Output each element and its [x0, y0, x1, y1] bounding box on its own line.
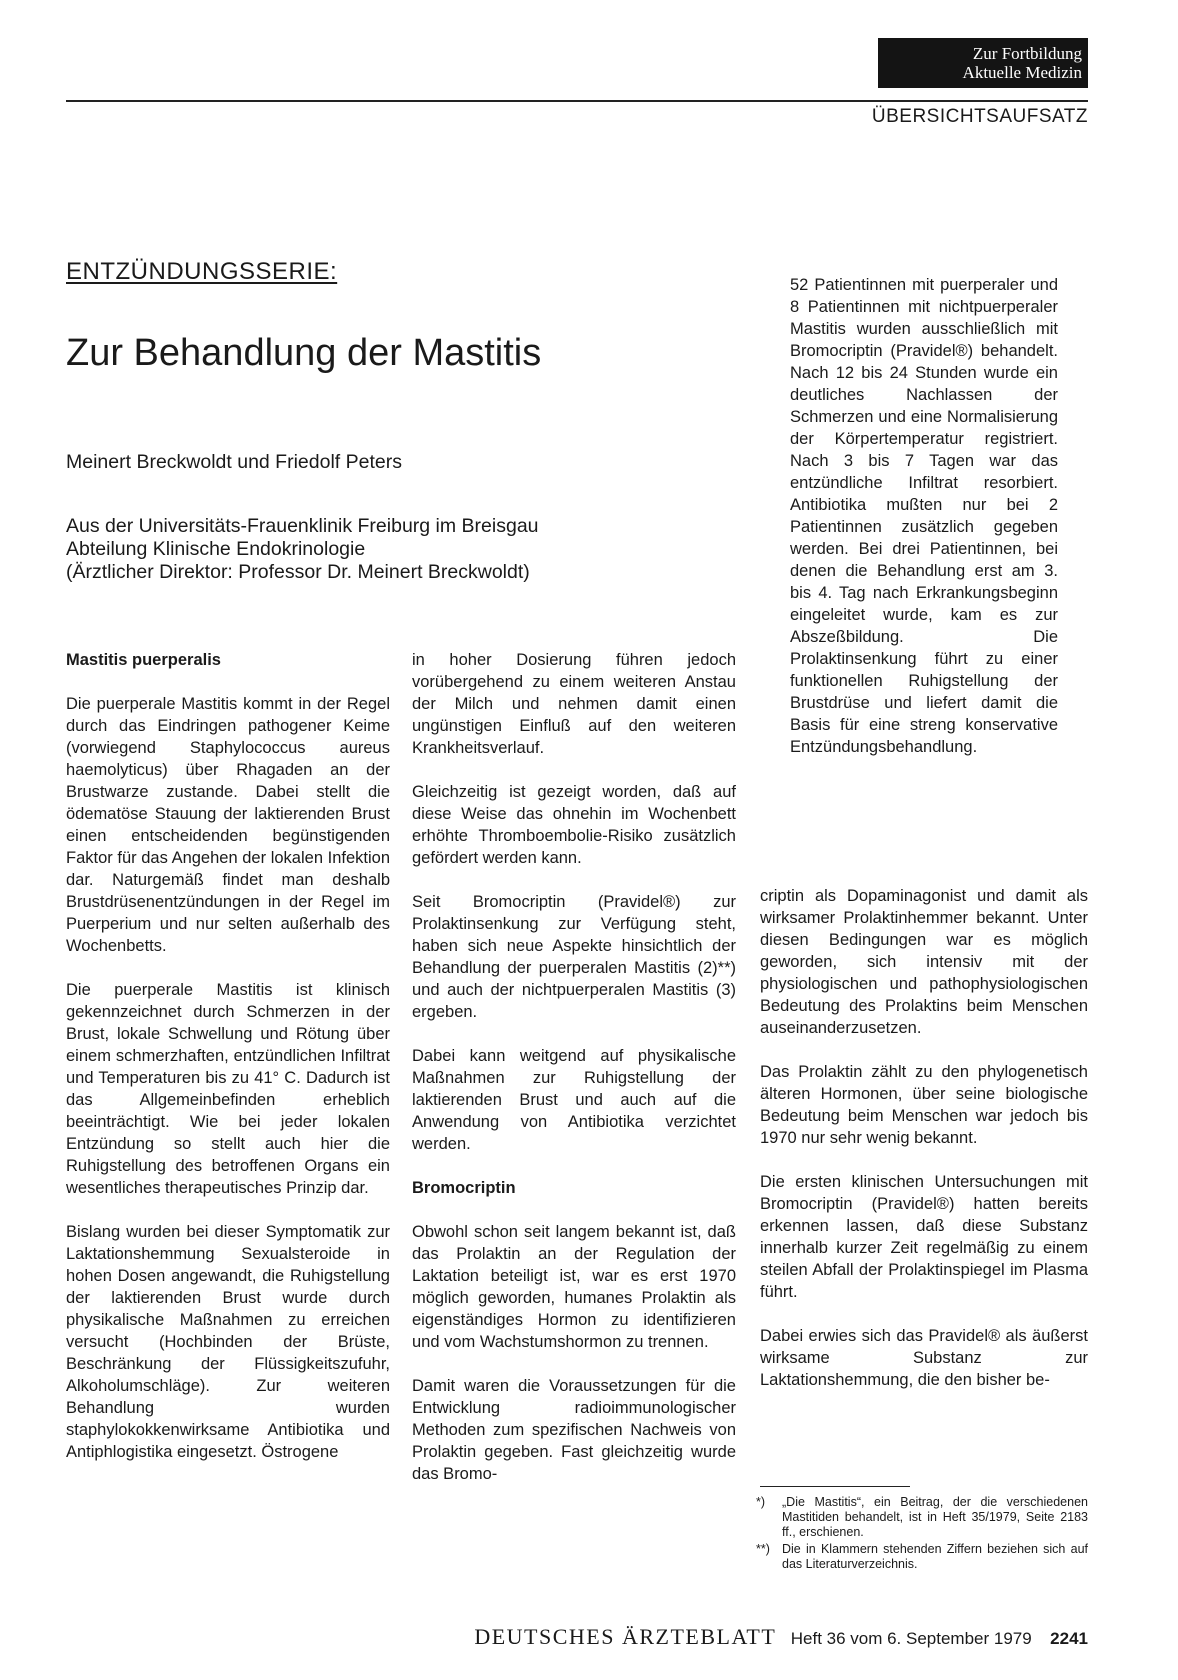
footnote [756, 1542, 1088, 1572]
paragraph: Damit waren die Voraussetzungen für die Entwicklung radioimmunologischer Methoden zum spezifischen Nachweis von Prolaktin gegeben. Fast gleichzeitig wurde das Bromo- [412, 1377, 736, 1483]
paragraph: Dabei erwies sich das Pravidel® als äußerst wirksame Substanz zur Laktationshemmung, die den bisher be- [760, 1327, 1088, 1389]
paragraph: criptin als Dopaminagonist und damit als wirksamer Prolaktinhemmer bekannt. Unter diesen Bedingungen war es möglich geworden, sich intensiv mit der physiologischen und pathophysiologischen Bedeutung des Prolaktins beim Menschen auseinanderzusetzen. [760, 887, 1088, 1037]
section-heading: Mastitis puerperalis [66, 651, 221, 669]
paragraph: Gleichzeitig ist gezeigt worden, daß auf diese Weise das ohnehin im Wochenbett erhöhte Thromboemboliе-Risiko zusätzlich gefördert werden kann. [412, 783, 736, 867]
header-rule [66, 100, 1088, 102]
paragraph: Obwohl schon seit langem bekannt ist, daß das Prolaktin an der Regulation der Laktation beteiligt ist, war es erst 1970 möglich geworden, humanes Prolaktin als eigenständiges Hormon zu identifizieren und vom Wachstumshormon zu trennen. [412, 1223, 736, 1351]
affiliation-line: Abteilung Klinische Endokrinologie [66, 538, 366, 560]
page-footer [400, 1624, 1088, 1650]
paragraph: Das Prolaktin zählt zu den phylogenetisch älteren Hormonen, über seine biologische Bedeutung beim Menschen war jedoch bis 1970 nur sehr wenig bekannt. [760, 1063, 1088, 1147]
paragraph: Die puerperale Mastitis ist klinisch gekennzeichnet durch Schmerzen in der Brust, lokale Schwellung und Rötung über einem schmerzhaften, entzündlichen Infiltrat und Temperaturen bis zu 41° C. Dadurch ist das Allgemeinbefinden erheblich beeinträchtigt. Wie bei jeder lokalen Entzündung so stellt auch hier die Ruhigstellung des betroffenen Organs ein wesentliches therapeutisches Prinzip dar. [66, 981, 390, 1197]
paragraph: 52 Patientinnen mit puerperaler und 8 Patientinnen mit nichtpuerperaler Mastitis wurden ausschließlich mit Bromocriptin (Pravidel®) behandelt. Nach 12 bis 24 Stunden wurde ein deutliches Nachlassen der Schmerzen und eine Normalisierung der Körpertemperatur registriert. Nach 3 bis 7 Tagen war das entzündliche Infiltrat resorbiert. Antibiotika mußten nur bei 2 Patientinnen zusätzlich gegeben werden. Bei drei Patientinnen, bei denen die Behandlung erst am 3. bis 4. Tag nach Erkrankungsbeginn eingeleitet wurde, kam es zur Abszeßbildung. Die Prolaktinsenkung führt zu einer funktionellen Ruhigstellung der Brustdrüse und liefert damit die Basis für eine streng konservative Entzündungsbehandlung. [790, 276, 1058, 756]
article-authors: Meinert Breckwoldt und Friedolf Peters [66, 451, 402, 473]
issue-info: Heft 36 vom 6. September 1979 [790, 1629, 1032, 1648]
footnote-text: Die in Klammern stehenden Ziffern beziehen sich auf das Literaturverzeichnis. [782, 1542, 1088, 1571]
section-badge [878, 38, 1088, 88]
footnote [756, 1495, 1088, 1540]
footnote-text: „Die Mastitis“, ein Beitrag, der die verschiedenen Mastitiden behandelt, ist in Heft 35/1979, Seite 2183 ff., erschienen. [782, 1495, 1088, 1539]
paragraph: Die puerperale Mastitis kommt in der Regel durch das Eindringen pathogener Keime (vorwiegend Staphylococcus aureus haemolyticus) über Rhagaden an der Brustwarze zustande. Dabei stellt die ödematöse Stauung der laktierenden Brust einen entscheidenden begünstigenden Faktor für das Angehen der lokalen Infektion dar. Naturgemäß findet man deshalb Brustdrüsenentzündungen in der Regel im Puerperium und nur selten außerhalb des Wochenbetts. [66, 695, 390, 955]
section-label: ÜBERSICHTSAUFSATZ [871, 106, 1088, 127]
paragraph: Bislang wurden bei dieser Symptomatik zur Laktationshemmung Sexualsteroide in hohen Dosen angewandt, die Ruhigstellung der laktierenden Brust wurde durch physikalische Maßnahmen zu erreichen versucht (Hochbinden der Brüste, Beschränkung der Flüssigkeitszufuhr, Alkoholumschläge). Zur weiteren Behandlung wurden staphylokokkenwirksame Antibiotika und Antiphlogistika eingesetzt. Östrogene [66, 1223, 390, 1461]
journal-name: DEUTSCHES ÄRZTEBLATT [474, 1624, 777, 1649]
affiliation-line: Aus der Universitäts-Frauenklinik Freiburg im Breisgau [66, 515, 539, 537]
footnote-marker: *) [756, 1495, 766, 1509]
paragraph: in hoher Dosierung führen jedoch vorübergehend zu einem weiteren Anstau der Milch und nehmen damit einen ungünstigen Einfluß auf den weiteren Krankheitsverlauf. [412, 651, 736, 757]
badge-line-2: Aktuelle Medizin [962, 63, 1082, 82]
footnotes [756, 1495, 1088, 1574]
paragraph: Seit Bromocriptin (Pravidel®) zur Prolaktinsenkung zur Verfügung steht, haben sich neue Aspekte hinsichtlich der Behandlung der puerperalen Mastitis (2)**) und auch der nichtpuerperalen Mastitis (3) ergeben. [412, 893, 736, 1021]
column-2 [412, 649, 736, 1507]
column-1 [66, 649, 390, 1485]
footnote-rule [760, 1486, 910, 1487]
article-title: Zur Behandlung der Mastitis [66, 332, 542, 374]
column-3 [760, 885, 1088, 1413]
paragraph: Die ersten klinischen Untersuchungen mit Bromocriptin (Pravidel®) hatten bereits erkennen lassen, daß diese Substanz innerhalb kurzer Zeit regelmäßig zu einem steilen Abfall der Prolaktinspiegel im Plasma führt. [760, 1173, 1088, 1301]
badge-line-1: Zur Fortbildung [972, 44, 1082, 63]
section-heading: Bromocriptin [412, 1179, 516, 1197]
series-kicker: ENTZÜNDUNGSSERIE: [66, 258, 338, 285]
footnote-marker: **) [756, 1542, 770, 1556]
summary-text [790, 274, 1058, 780]
affiliation-line: (Ärztlicher Direktor: Professor Dr. Meinert Breckwoldt) [66, 561, 530, 583]
paragraph: Dabei kann weitgend auf physikalische Maßnahmen zur Ruhigstellung der laktierenden Brust und auch auf die Anwendung von Antibiotika verzichtet werden. [412, 1047, 736, 1153]
affiliation [66, 515, 539, 584]
page-number: 2241 [1050, 1629, 1088, 1648]
